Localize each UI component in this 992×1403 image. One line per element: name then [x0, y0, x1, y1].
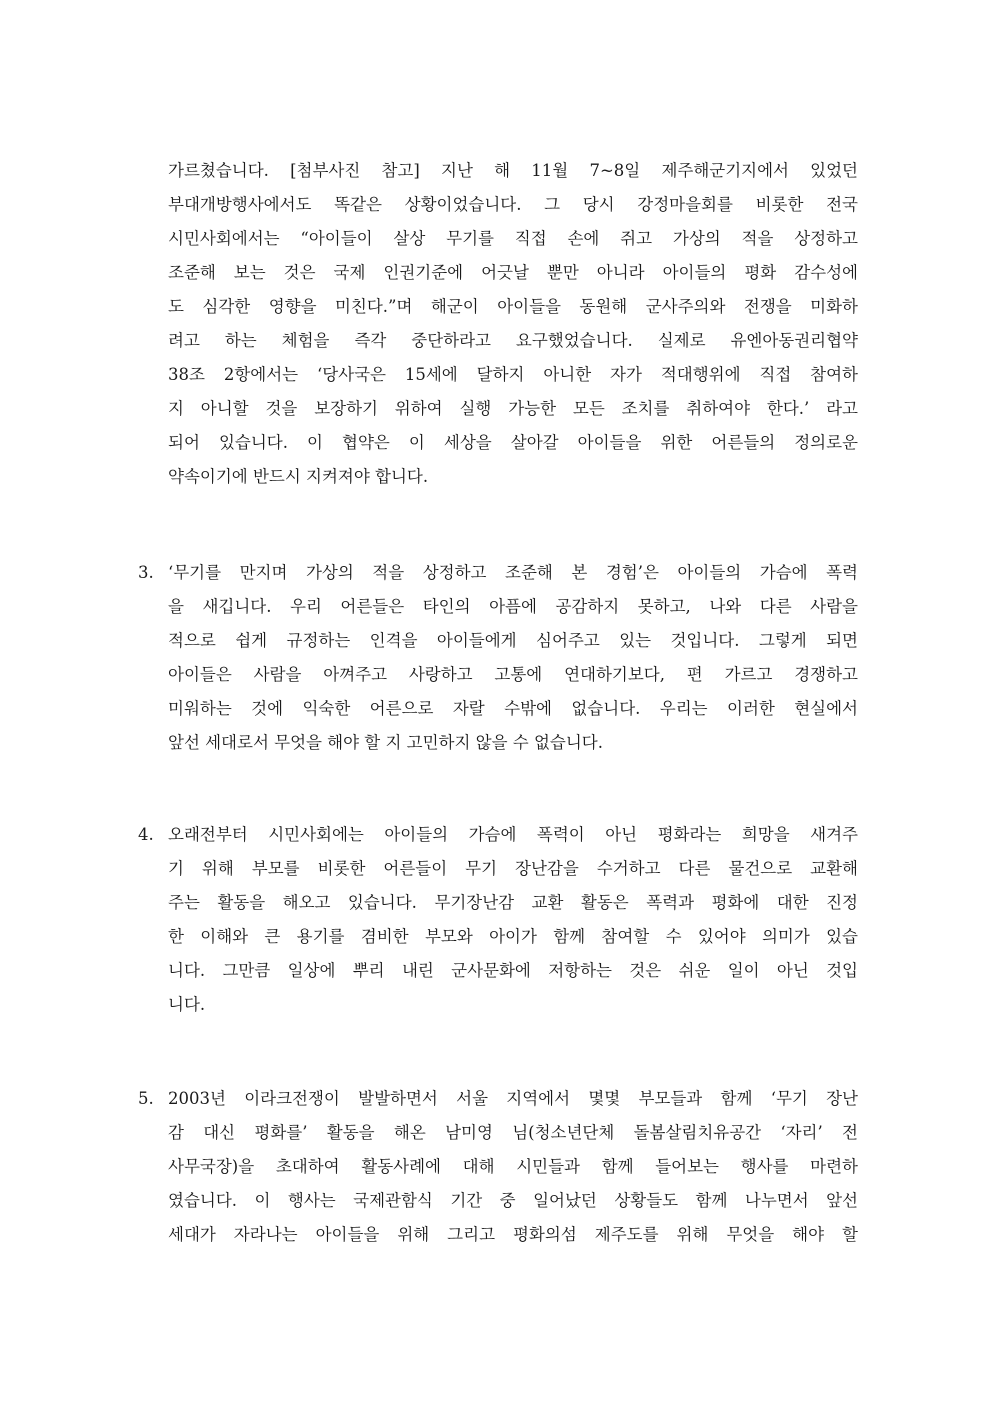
section-line: 4. 오래전부터 시민사회에는 아이들의 가슴에 폭력이 아닌 평화라는 희망을 새겨주: [138, 818, 858, 852]
section-line: 5. 2003년 이라크전쟁이 발발하면서 서울 지역에서 몇몇 부모들과 함께 ‘무기 장난: [138, 1082, 858, 1116]
section-line: 아이들은 사람을 아껴주고 사랑하고 고통에 연대하기보다, 편 가르고 경쟁하고: [168, 665, 858, 684]
section-line: 사무국장)을 초대하여 활동사례에 대해 시민들과 함께 들어보는 행사를 마련하: [168, 1157, 858, 1176]
section-line: 니다. 그만큼 일상에 뿌리 내린 군사문화에 저항하는 것은 쉬운 일이 아닌 것입: [168, 961, 858, 980]
section-4: [138, 818, 858, 1022]
paragraph-line: 지 아니할 것을 보장하기 위하여 실행 가능한 모든 조치를 취하여야 한다.’ 라고: [168, 399, 858, 418]
paragraph-line: 가르쳤습니다. [첨부사진 참고] 지난 해 11월 7~8일 제주해군기지에서 있었던: [168, 161, 858, 180]
section-line: 세대가 자라나는 아이들을 위해 그리고 평화의섬 제주도를 위해 무엇을 해야 할: [168, 1225, 858, 1244]
section-line: 감 대신 평화를’ 활동을 해온 남미영 님(청소년단체 돌봄살림치유공간 ‘자리’ 전: [168, 1123, 858, 1142]
section-line: 기 위해 부모를 비롯한 어른들이 무기 장난감을 수거하고 다른 물건으로 교환해: [168, 859, 858, 878]
paragraph-continuation: [138, 154, 858, 494]
section-5: [138, 1082, 858, 1252]
section-line: 주는 활동을 해오고 있습니다. 무기장난감 교환 활동은 폭력과 평화에 대한 진정: [168, 893, 858, 912]
section-3: [138, 556, 858, 760]
section-line: 3. ‘무기를 만지며 가상의 적을 상정하고 조준해 본 경험’은 아이들의 가슴에 폭력: [138, 556, 858, 590]
paragraph-line: 도 심각한 영향을 미친다.”며 해군이 아이들을 동원해 군사주의와 전쟁을 미화하: [168, 297, 858, 316]
section-number: 4.: [138, 825, 154, 844]
section-line: 앞선 세대로서 무엇을 해야 할 지 고민하지 않을 수 없습니다.: [168, 733, 603, 752]
paragraph-line: 시민사회에서는 “아이들이 살상 무기를 직접 손에 쥐고 가상의 적을 상정하고: [168, 229, 858, 248]
section-line: 미워하는 것에 익숙한 어른으로 자랄 수밖에 없습니다. 우리는 이러한 현실에서: [168, 699, 858, 718]
section-line: 적으로 쉽게 규정하는 인격을 아이들에게 심어주고 있는 것입니다. 그렇게 되면: [168, 631, 858, 650]
section-number: 3.: [138, 563, 154, 582]
paragraph-line: 조준해 보는 것은 국제 인권기준에 어긋날 뿐만 아니라 아이들의 평화 감수성에: [168, 263, 858, 282]
paragraph-line: 38조 2항에서는 ‘당사국은 15세에 달하지 아니한 자가 적대행위에 직접 참여하: [168, 365, 858, 384]
paragraph-line: 려고 하는 체험을 즉각 중단하라고 요구했었습니다. 실제로 유엔아동권리협약: [168, 331, 858, 350]
paragraph-line: 약속이기에 반드시 지켜져야 합니다.: [168, 467, 429, 486]
section-line: 한 이해와 큰 용기를 겸비한 부모와 아이가 함께 참여할 수 있어야 의미가 있습: [168, 927, 858, 946]
paragraph-line: 되어 있습니다. 이 협약은 이 세상을 살아갈 아이들을 위한 어른들의 정의로운: [168, 433, 858, 452]
paragraph-line: 부대개방행사에서도 똑같은 상황이었습니다. 그 당시 강정마을회를 비롯한 전국: [168, 195, 858, 214]
section-line: 을 새깁니다. 우리 어른들은 타인의 아픔에 공감하지 못하고, 나와 다른 사람을: [168, 597, 858, 616]
section-line: 니다.: [168, 995, 206, 1014]
section-number: 5.: [138, 1089, 154, 1108]
section-line: 였습니다. 이 행사는 국제관함식 기간 중 일어났던 상황들도 함께 나누면서 앞선: [168, 1191, 858, 1210]
